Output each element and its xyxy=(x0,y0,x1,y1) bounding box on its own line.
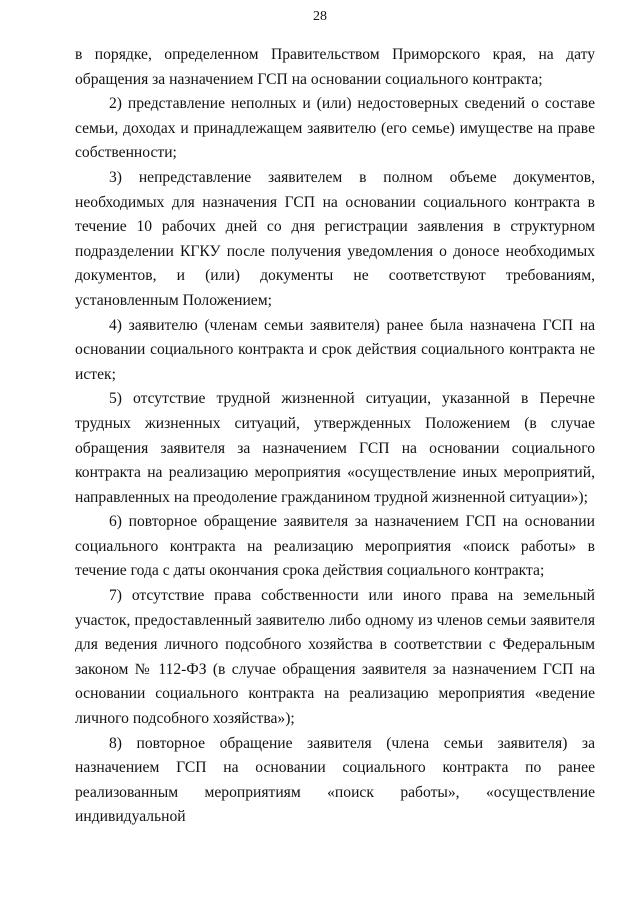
document-body xyxy=(75,43,595,830)
paragraph-item-4: 4) заявителю (членам семьи заявителя) ранее была назначена ГСП на основании социального контракта и срок действия социального контракта не истек; xyxy=(75,316,595,383)
paragraph-item-3: 3) непредставление заявителем в полном объеме документов, необходимых для назначения ГСП на основании социального контракта в течение 10 рабочих дней со дня регистрации заявления в структурном подразделении КГКУ после получения уведомления о доносе необходимых документов, и (или) документы не соответствуют требованиям, установленным Положением; xyxy=(75,168,595,309)
paragraph-item-2: 2) представление неполных и (или) недостоверных сведений о составе семьи, доходах и принадлежащем заявителю (его семье) имуществе на праве собственности; xyxy=(75,95,595,162)
paragraph-item-6: 6) повторное обращение заявителя за назначением ГСП на основании социального контракта на реализацию мероприятия «поиск работы» в течение года с даты окончания срока действия социального контракта; xyxy=(75,513,595,580)
paragraph-item-5: 5) отсутствие трудной жизненной ситуации, указанной в Перечне трудных жизненных ситуаций, утвержденных Положением (в случае обращения заявителя за назначением ГСП на основании социального контракта на реализацию мероприятия «осуществление иных мероприятий, направленных на преодоление гражданином трудной жизненной ситуации»); xyxy=(75,390,595,506)
page-number: 28 xyxy=(313,9,327,24)
paragraph-continuation: в порядке, определенном Правительством Приморского края, на дату обращения за назначением ГСП на основании социального контракта; xyxy=(75,46,595,88)
paragraph-item-8: 8) повторное обращение заявителя (члена семьи заявителя) за назначением ГСП на основании социального контракта по ранее реализованным мероприятиям «поиск работы», «осуществление индивидуальной xyxy=(75,734,595,826)
paragraph-item-7: 7) отсутствие права собственности или иного права на земельный участок, предоставленный заявителю либо одному из членов семьи заявителя для ведения личного подсобного хозяйства в соответствии с Федеральным законом № 112-ФЗ (в случае обращения заявителя за назначением ГСП на основании социального контракта на реализацию мероприятия «ведение личного подсобного хозяйства»); xyxy=(75,587,595,728)
